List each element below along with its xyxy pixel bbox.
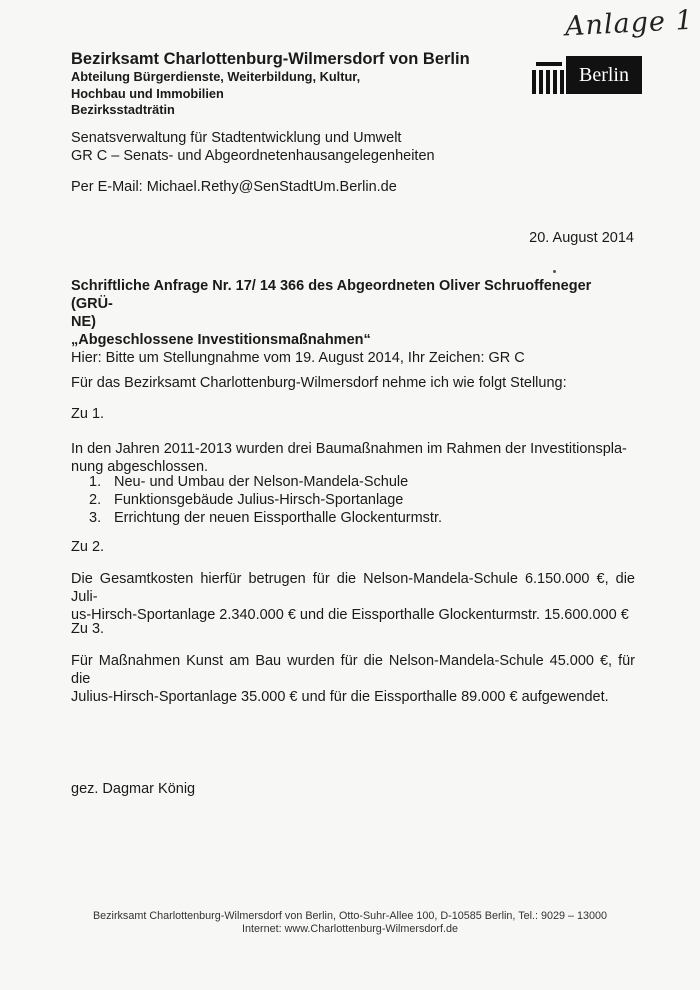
brandenburg-gate-icon (530, 56, 564, 94)
paragraph-line: us-Hirsch-Sportanlage 2.340.000 € und die Eissporthalle Glockenturmstr. 15.600.000 € (71, 607, 629, 623)
list-item (71, 509, 442, 527)
measures-list (71, 473, 442, 527)
recipient-block (71, 129, 435, 165)
recipient-line: GR C – Senats- und Abgeordnetenhausangelegenheiten (71, 148, 435, 164)
department-line: Abteilung Bürgerdienste, Weiterbildung, Kultur, (71, 69, 361, 84)
list-text: Funktionsgebäude Julius-Hirsch-Sportanlage (114, 492, 404, 508)
section-heading: Zu 3. (71, 621, 105, 637)
handwritten-annotation: Anlage 1 (564, 4, 695, 43)
organization-name: Bezirksamt Charlottenburg-Wilmersdorf von Berlin (71, 50, 470, 68)
letter-date: 20. August 2014 (529, 230, 634, 246)
list-number: 2. (89, 492, 102, 508)
subject-line: NE) (71, 314, 96, 330)
paragraph-line: nung abgeschlossen. (71, 459, 209, 475)
letterhead (71, 50, 470, 119)
subject-line: Schriftliche Anfrage Nr. 17/ 14 366 des Abgeordneten Oliver Schruoffeneger (GRÜ- (71, 278, 592, 312)
footer-address: Bezirksamt Charlottenburg-Wilmersdorf von Berlin, Otto-Suhr-Allee 100, D-10585 Berlin, Tel.: 9029 – 13000 (92, 910, 608, 922)
department-line: Bezirksstadträtin (71, 102, 175, 117)
subject-title: „Abgeschlossene Investitionsmaßnahmen“ (71, 332, 371, 348)
list-item (71, 491, 442, 509)
section-heading: Zu 1. (71, 406, 105, 422)
paragraph-line: Für Maßnahmen Kunst am Bau wurden für die Nelson-Mandela-Schule 45.000 €, für die (71, 653, 635, 687)
list-text: Errichtung der neuen Eissporthalle Glockenturmstr. (114, 510, 443, 526)
answer-1-paragraph (71, 440, 635, 476)
list-number: 3. (89, 510, 102, 526)
paragraph-line: Julius-Hirsch-Sportanlage 35.000 € und für die Eissporthalle 89.000 € aufgewendet. (71, 689, 609, 705)
list-text: Neu- und Umbau der Nelson-Mandela-Schule (114, 474, 409, 490)
subject-block (71, 277, 631, 367)
department-line: Hochbau und Immobilien (71, 85, 224, 101)
footer-website: Internet: www.Charlottenburg-Wilmersdorf.de (241, 923, 459, 935)
section-heading: Zu 2. (71, 539, 105, 555)
paragraph-line: Die Gesamtkosten hierfür betrugen für die Nelson-Mandela-Schule 6.150.000 €, die Juli- (71, 571, 635, 605)
intro-paragraph: Für das Bezirksamt Charlottenburg-Wilmersdorf nehme ich wie folgt Stellung: (71, 375, 567, 391)
berlin-logo (530, 56, 642, 94)
logo-text: Berlin (566, 56, 642, 94)
paragraph-line: In den Jahren 2011-2013 wurden drei Baumaßnahmen im Rahmen der Investitionspla- (71, 441, 627, 457)
footer (0, 910, 700, 936)
signature: gez. Dagmar König (71, 781, 196, 797)
answer-2-paragraph (71, 570, 635, 624)
list-item (71, 473, 442, 491)
list-number: 1. (89, 474, 102, 490)
recipient-line: Senatsverwaltung für Stadtentwicklung und Umwelt (71, 130, 402, 146)
subject-reference: Hier: Bitte um Stellungnahme vom 19. August 2014, Ihr Zeichen: GR C (71, 350, 525, 366)
answer-3-paragraph (71, 652, 635, 706)
scan-speck (553, 270, 556, 273)
email-line: Per E-Mail: Michael.Rethy@SenStadtUm.Berlin.de (71, 179, 397, 195)
